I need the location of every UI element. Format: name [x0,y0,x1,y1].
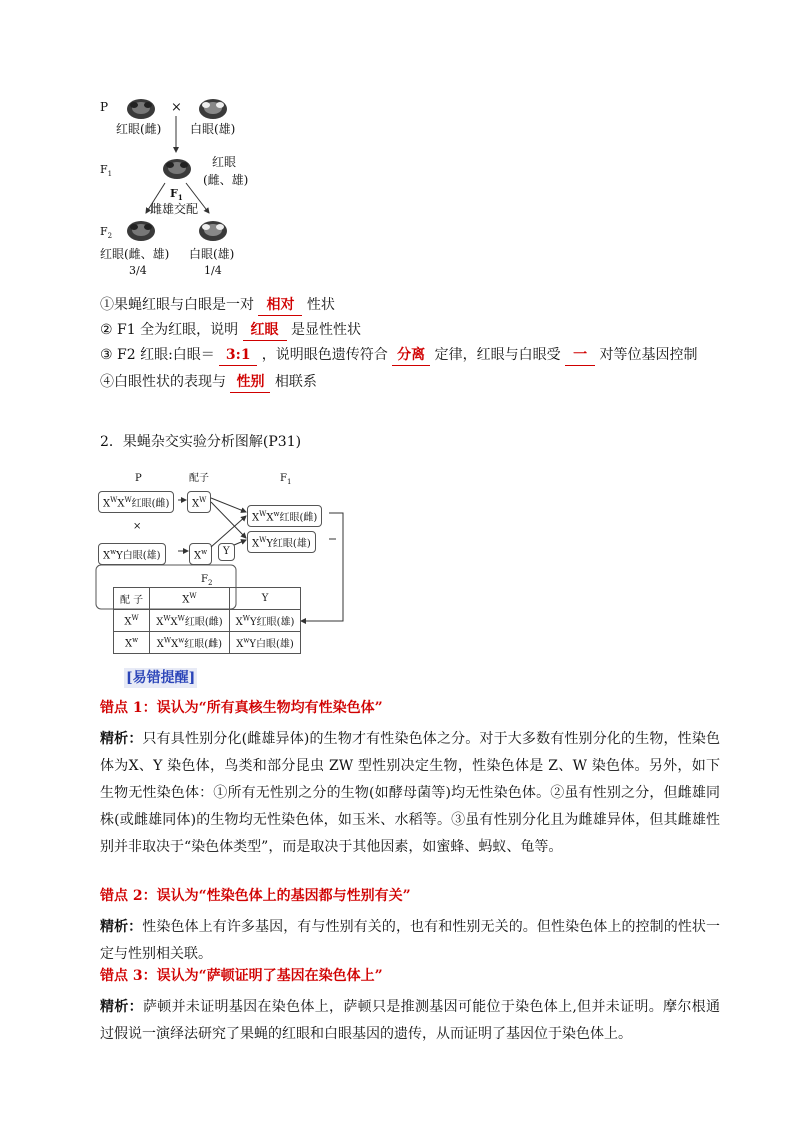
fill-in-line-1: ①果蝇红眼与白眼是一对 相对 性状 [100,295,335,316]
p-female-label: 红眼(雌) [116,122,162,136]
mating-label: 雌雄交配 [150,202,199,216]
p-header: P [135,473,142,484]
table-header-cell: 配 子 [114,588,150,610]
fill-in-line-4: ④白眼性状的表现与 性别 相联系 [100,372,317,393]
gamete-y-box: Y [218,543,235,561]
f1-generation-label: $F_1$ [100,163,113,179]
table-row [114,632,301,654]
f1-sex-label: (雌、雄) [203,173,249,187]
table-header-cell: Y [229,588,301,610]
f2-generation-label: $F_2$ [100,225,113,241]
fill-in-line-2: ② F1 全为红眼，说明 红眼 是显性性状 [100,320,361,341]
gamete-header: 配子 [189,473,209,484]
f1-header: $F_1$ [280,473,292,486]
error-point-3-analysis: 精析：萨顿并未证明基因在染色体上，萨顿只是推测基因可能位于染色体上,但并未证明。摩尔根通过假说一演绎法研究了果蝇的红眼和白眼基因的遗传，从而证明了基因位于染色体上。 [100,999,721,1042]
answer-blank: 分离 [392,345,430,366]
f2-red-ratio: 3/4 [129,264,147,277]
section-2-title: 2．果蝇杂交实验分析图解(P31) [100,434,302,450]
table-cell: $X^WY$红眼(雄) [229,610,301,632]
p-male-box: $X^wY$白眼(雄) [98,543,166,565]
error-point-3-title: 错点 3：误认为“萨顿证明了基因在染色体上” [100,968,383,984]
error-point-1-title: 错点 1：误认为“所有真核生物均有性染色体” [100,700,383,716]
answer-blank: 3:1 [219,345,257,366]
table-row [114,588,301,610]
f1-red-label: 红眼 [212,155,237,169]
fill-in-line-3: ③ F2 红眼:白眼＝ 3:1 ，说明眼色遗传符合 分离 定律，红眼与白眼受 一 对等位基因控制 [100,345,698,366]
gamete-xw-lower-box: $X^w$ [189,543,212,565]
table-row [114,610,301,632]
cross-symbol: × [133,521,142,532]
table-header-cell: $X^W$ [150,588,229,610]
error-point-2-title: 错点 2：误认为“性染色体上的基因都与性别有关” [100,888,411,904]
table-cell: $X^WX^W$红眼(雌) [150,610,229,632]
table-cell: $X^w$ [114,632,150,654]
f2-header: $F_2$ [201,574,213,587]
p-male-label: 白眼(雄) [190,122,236,136]
p-female-box: $X^WX^W$红眼(雌) [98,491,174,513]
error-point-1-analysis: 精析：只有具性别分化(雌雄异体)的生物才有性染色体之分。对于大多数有性别分化的生物，性染色体为X、Y 染色体，鸟类和部分昆虫 ZW 型性别决定生物，性染色体是 Z、W 染色体。另外，如下生物无性染色体：①所有无性别之分的生物(如酵母菌等)均无性染色体。②虽有性别之分，但雌雄同株(或雌雄同体)的生物均无性染色体，如玉米、水稻等。③虽有性别分化且为雌雄异体，但其雌雄性别并非取决于“染色体类型”，而是取决于其他因素，如蜜蜂、蚂蚁、龟等。 [100,731,721,855]
f2-red-label: 红眼(雌、雄) [100,247,170,261]
f1-male-box: $X^WY$红眼(雄) [247,531,316,553]
answer-blank: 相对 [258,295,302,316]
answer-blank: 一 [565,345,595,366]
table-cell: $X^wY$白眼(雄) [229,632,301,654]
answer-blank: 性别 [230,372,270,393]
error-point-2-analysis: 精析：性染色体上有许多基因，有与性别有关的，也有和性别无关的。但性染色体上的控制的性状一定与性别相关联。 [100,919,720,962]
f2-punnett-table [113,587,301,654]
cross-symbol: × [171,100,182,115]
answer-blank: 红眼 [243,320,287,341]
gamete-xw-box: $X^W$ [187,491,211,513]
tip-heading: [易错提醒] [126,670,196,686]
f1-center-label: $F_1$ [170,187,183,203]
table-cell: $X^WX^w$红眼(雌) [150,632,229,654]
table-cell: $X^W$ [114,610,150,632]
f2-white-label: 白眼(雄) [189,247,235,261]
f1-female-box: $X^WX^w$红眼(雌) [247,505,322,527]
f2-white-ratio: 1/4 [204,264,222,277]
p-generation-label: P [100,100,109,114]
